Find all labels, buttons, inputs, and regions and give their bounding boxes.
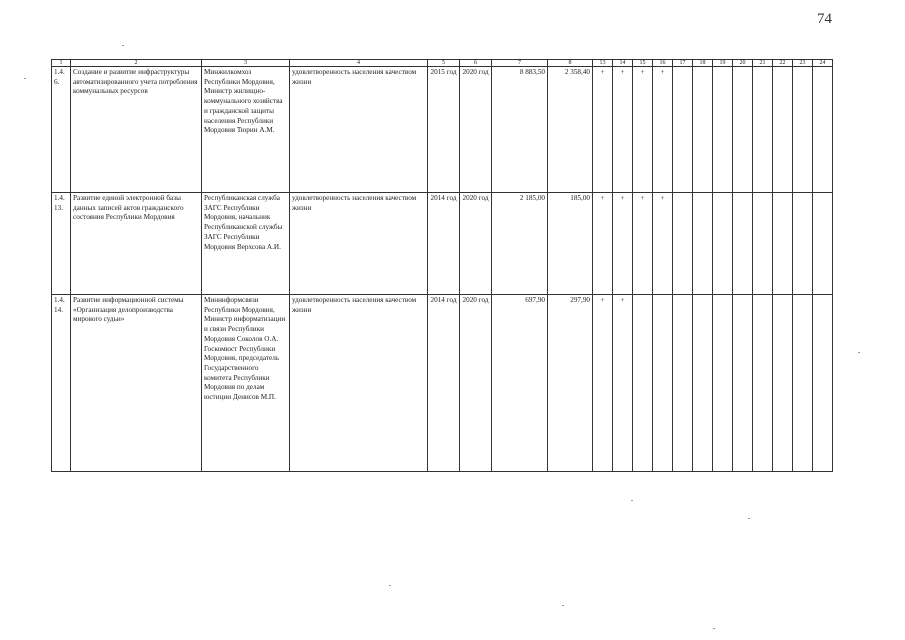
mark-cell (653, 295, 673, 472)
header-cell: 13 (593, 60, 613, 67)
mark-cell (673, 67, 693, 193)
table-row (52, 295, 833, 472)
scan-speck (858, 352, 860, 353)
start-year: 2015 год (428, 67, 460, 193)
start-year: 2014 год (428, 193, 460, 295)
indicator: удовлетворенность населения качеством жизни (290, 193, 428, 295)
total-amount: 8 883,50 (492, 67, 548, 193)
mark-cell (733, 295, 753, 472)
mark-cell (793, 67, 813, 193)
header-cell: 15 (633, 60, 653, 67)
end-year: 2020 год (460, 193, 492, 295)
measure-name: Развитие единой электронной базы данных записей актов гражданского состояния Республики Мордовия (71, 193, 202, 295)
header-cell: 4 (290, 60, 428, 67)
table-row (52, 193, 833, 295)
mark-cell (693, 67, 713, 193)
funding-amount: 185,00 (548, 193, 593, 295)
mark-cell (713, 295, 733, 472)
funding-amount: 297,90 (548, 295, 593, 472)
table-row (52, 67, 833, 193)
mark-cell: + (613, 193, 633, 295)
header-cell: 3 (202, 60, 290, 67)
scan-speck (631, 500, 633, 501)
mark-cell (813, 67, 833, 193)
mark-cell (733, 193, 753, 295)
mark-cell: + (593, 193, 613, 295)
row-number: 1.4.6. (52, 67, 71, 193)
mark-cell: + (633, 193, 653, 295)
scan-speck (562, 605, 564, 606)
mark-cell (793, 295, 813, 472)
measure-name: Создание и развитие инфраструктуры автоматизированного учета потребления коммунальных ресурсов (71, 67, 202, 193)
executor: Минжилкомхоз Республики Мордовия, Министр жилищно-коммунального хозяйства и гражданской защиты населения Республики Мордовия Тюрин А.М. (202, 67, 290, 193)
mark-cell: + (593, 295, 613, 472)
mark-cell: + (653, 193, 673, 295)
header-cell: 5 (428, 60, 460, 67)
scan-speck (748, 518, 750, 519)
total-amount: 697,90 (492, 295, 548, 472)
header-cell: 23 (793, 60, 813, 67)
mark-cell (753, 193, 773, 295)
header-cell: 8 (548, 60, 593, 67)
header-cell: 18 (693, 60, 713, 67)
mark-cell (753, 67, 773, 193)
mark-cell: + (653, 67, 673, 193)
indicator: удовлетворенность населения качеством жизни (290, 67, 428, 193)
header-cell: 21 (753, 60, 773, 67)
mark-cell (713, 193, 733, 295)
measure-name: Развитие информационной системы «Организация делопроизводства мирового судьи» (71, 295, 202, 472)
program-table (51, 59, 833, 472)
header-cell: 16 (653, 60, 673, 67)
mark-cell: + (633, 67, 653, 193)
mark-cell: + (593, 67, 613, 193)
mark-cell (773, 295, 793, 472)
scan-speck (24, 78, 26, 79)
mark-cell (793, 193, 813, 295)
mark-cell: + (613, 295, 633, 472)
scan-speck (122, 45, 124, 46)
mark-cell (673, 295, 693, 472)
header-cell: 22 (773, 60, 793, 67)
scan-speck (389, 585, 391, 586)
header-cell: 6 (460, 60, 492, 67)
header-cell: 19 (713, 60, 733, 67)
row-number: 1.4.14. (52, 295, 71, 472)
page-number: 74 (817, 11, 832, 27)
scan-speck (713, 628, 715, 629)
executor: Мининформсвязи Республики Мордовия, Министр информатизации и связи Республики Мордовия Соколов О.А. Госкомюст Республики Мордовия, председатель Государственного комитета Республики Мордовия по делам юстиции Денисов М.П. (202, 295, 290, 472)
mark-cell (733, 67, 753, 193)
total-amount: 2 185,00 (492, 193, 548, 295)
header-cell: 20 (733, 60, 753, 67)
mark-cell (633, 295, 653, 472)
end-year: 2020 год (460, 295, 492, 472)
mark-cell (813, 193, 833, 295)
mark-cell (753, 295, 773, 472)
header-cell: 14 (613, 60, 633, 67)
mark-cell (693, 295, 713, 472)
mark-cell (773, 193, 793, 295)
header-cell: 17 (673, 60, 693, 67)
header-cell: 7 (492, 60, 548, 67)
header-cell: 24 (813, 60, 833, 67)
row-number: 1.4.13. (52, 193, 71, 295)
funding-amount: 2 358,40 (548, 67, 593, 193)
mark-cell: + (613, 67, 633, 193)
indicator: удовлетворенность населения качеством жизни (290, 295, 428, 472)
mark-cell (813, 295, 833, 472)
header-cell: 1 (52, 60, 71, 67)
mark-cell (713, 67, 733, 193)
header-cell: 2 (71, 60, 202, 67)
mark-cell (773, 67, 793, 193)
end-year: 2020 год (460, 67, 492, 193)
start-year: 2014 год (428, 295, 460, 472)
executor: Республиканская служба ЗАГС Республики Мордовия, начальник Республиканской службы ЗАГС Республики Мордовия Верхсова А.И. (202, 193, 290, 295)
mark-cell (673, 193, 693, 295)
mark-cell (693, 193, 713, 295)
header-row (52, 60, 833, 67)
